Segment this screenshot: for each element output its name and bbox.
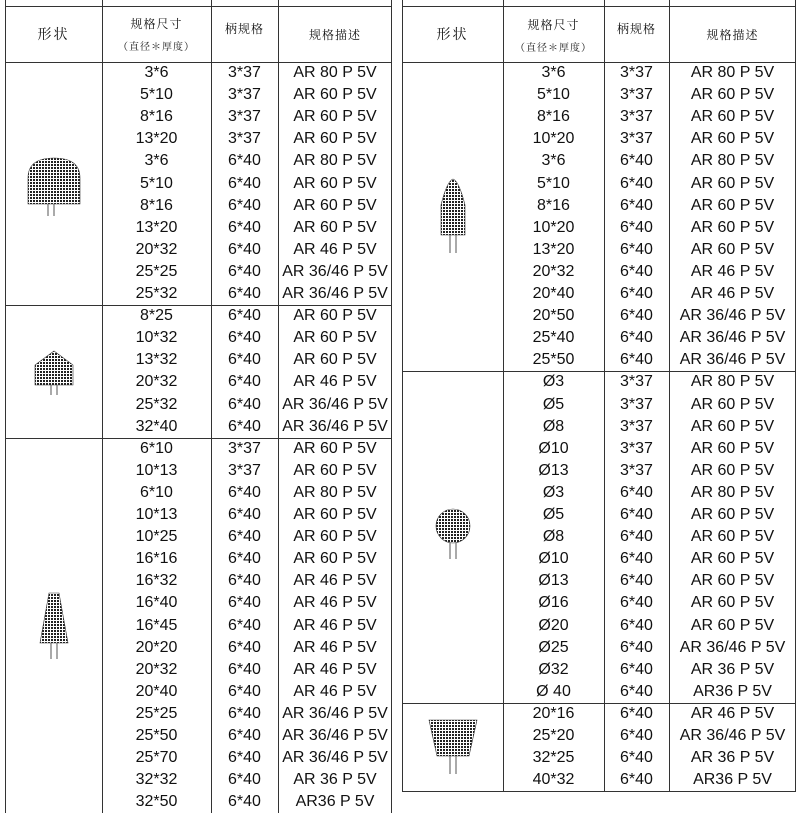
size-cell: 20*32	[135, 240, 178, 258]
shank-cell: 6*40	[228, 417, 261, 435]
column-rule	[402, 0, 403, 791]
shank-cell: 6*40	[620, 285, 653, 302]
size-cell: 5*10	[140, 86, 173, 104]
size-cell: Ø3	[542, 373, 565, 391]
right-table-header	[402, 6, 796, 62]
desc-cell: AR 46 P 5V	[293, 660, 377, 678]
shank-cell: 6*40	[620, 638, 653, 656]
shank-cell: 3*37	[228, 108, 261, 126]
shank-cell: 3*37	[620, 461, 653, 479]
left-table-header	[5, 6, 392, 62]
size-cell: 25*32	[135, 285, 178, 302]
shank-cell: 3*37	[620, 108, 653, 126]
desc-cell: AR 46 P 5V	[293, 572, 377, 590]
header-shape: 形状	[37, 27, 70, 43]
desc-cell: AR 36/46 P 5V	[282, 727, 388, 744]
size-cell: 20*16	[532, 704, 575, 722]
shank-cell: 6*40	[620, 307, 653, 325]
shank-cell: 6*40	[620, 771, 653, 789]
size-cell: 25*40	[532, 329, 575, 347]
desc-cell: AR36 P 5V	[693, 682, 772, 700]
shank-cell: 3*37	[228, 461, 261, 479]
size-cell: Ø3	[542, 483, 565, 501]
desc-cell: AR 60 P 5V	[293, 108, 377, 126]
desc-cell: AR 36/46 P 5V	[679, 638, 786, 656]
size-cell: 8*16	[140, 108, 173, 126]
desc-cell: AR 80 P 5V	[293, 152, 377, 170]
shank-cell: 6*40	[228, 262, 261, 280]
size-cell: 8*16	[140, 196, 173, 214]
table-top-rule	[402, 6, 796, 7]
desc-cell: AR 80 P 5V	[293, 483, 377, 501]
desc-cell: AR 36/46 P 5V	[679, 727, 786, 744]
shank-cell: 6*40	[228, 174, 261, 192]
shank-cell: 6*40	[228, 793, 261, 811]
size-cell: 3*6	[144, 152, 169, 170]
shank-cell: 3*37	[620, 417, 653, 435]
desc-cell: AR 60 P 5V	[293, 196, 377, 214]
size-cell: Ø5	[542, 506, 565, 523]
shank-cell: 6*40	[620, 704, 653, 722]
size-cell: 32*32	[135, 771, 178, 789]
size-cell: Ø10	[538, 550, 569, 568]
desc-cell: AR 60 P 5V	[690, 174, 775, 192]
size-cell: Ø10	[538, 439, 569, 457]
desc-cell: AR 60 P 5V	[690, 417, 775, 435]
desc-cell: AR 60 P 5V	[293, 351, 377, 369]
shank-cell: 6*40	[228, 285, 261, 302]
size-cell: Ø8	[542, 528, 565, 546]
desc-cell: AR 60 P 5V	[690, 550, 775, 568]
desc-cell: AR 46 P 5V	[293, 616, 377, 634]
desc-cell: AR 36/46 P 5V	[282, 285, 388, 302]
size-cell: 8*25	[140, 307, 173, 325]
shank-cell: 6*40	[228, 727, 261, 744]
desc-cell: AR 80 P 5V	[690, 64, 775, 81]
shank-cell: 6*40	[228, 528, 261, 546]
size-cell: Ø5	[542, 395, 565, 413]
size-cell: 40*32	[532, 771, 575, 789]
desc-cell: AR 60 P 5V	[690, 240, 775, 258]
shank-cell: 6*40	[620, 240, 653, 258]
desc-cell: AR 60 P 5V	[293, 550, 377, 568]
shank-cell: 3*37	[228, 439, 261, 457]
desc-cell: AR 36/46 P 5V	[282, 262, 388, 280]
shank-cell: 6*40	[620, 616, 653, 634]
shank-cell: 6*40	[228, 550, 261, 568]
desc-cell: AR 60 P 5V	[690, 461, 775, 479]
desc-cell: AR 60 P 5V	[690, 130, 775, 148]
shank-cell: 6*40	[228, 329, 261, 347]
shank-cell: 6*40	[228, 395, 261, 413]
shank-cell: 3*37	[620, 86, 653, 104]
desc-cell: AR 46 P 5V	[293, 240, 377, 258]
size-cell: 6*10	[140, 483, 173, 501]
size-cell: 20*32	[135, 373, 178, 391]
desc-cell: AR 60 P 5V	[690, 616, 775, 634]
header-size: 规格尺寸 （直径＊厚度）	[515, 18, 592, 54]
shank-cell: 6*40	[620, 506, 653, 523]
cone-icon	[36, 591, 72, 665]
desc-cell: AR 60 P 5V	[690, 506, 775, 523]
shank-cell: 3*37	[228, 64, 261, 81]
shank-cell: 6*40	[228, 638, 261, 656]
shank-cell: 6*40	[620, 660, 653, 678]
shank-cell: 6*40	[620, 727, 653, 744]
size-cell: Ø 40	[536, 682, 571, 700]
size-cell: 3*6	[541, 64, 566, 81]
size-cell: 13*32	[135, 351, 178, 369]
desc-cell: AR 36/46 P 5V	[679, 351, 786, 369]
size-cell: 20*32	[135, 660, 178, 678]
shank-cell: 6*40	[228, 749, 261, 767]
desc-cell: AR36 P 5V	[295, 793, 375, 811]
size-cell: 6*10	[140, 439, 173, 457]
size-cell: 25*50	[532, 351, 575, 369]
size-cell: 20*32	[532, 262, 575, 280]
shank-cell: 6*40	[228, 307, 261, 325]
column-rule	[5, 0, 6, 813]
shank-cell: 6*40	[620, 594, 653, 612]
size-cell: 5*10	[537, 86, 570, 104]
bullet-icon	[437, 177, 469, 261]
size-cell: 16*32	[135, 572, 178, 590]
desc-cell: AR 46 P 5V	[293, 682, 377, 700]
shank-cell: 6*40	[620, 351, 653, 369]
desc-cell: AR 60 P 5V	[293, 506, 377, 523]
size-cell: 25*50	[135, 727, 178, 744]
shank-cell: 6*40	[228, 218, 261, 236]
shank-cell: 6*40	[228, 572, 261, 590]
desc-cell: AR 46 P 5V	[293, 638, 377, 656]
desc-cell: AR 80 P 5V	[690, 483, 775, 501]
shank-cell: 6*40	[620, 152, 653, 170]
shank-cell: 3*37	[620, 439, 653, 457]
shank-cell: 3*37	[620, 373, 653, 391]
header-shank: 柄规格	[224, 22, 264, 36]
size-cell: 32*25	[532, 749, 575, 767]
desc-cell: AR 36/46 P 5V	[679, 329, 786, 347]
shank-cell: 6*40	[620, 550, 653, 568]
header-desc: 规格描述	[706, 27, 759, 42]
size-cell: 3*6	[541, 152, 566, 170]
shank-cell: 6*40	[228, 682, 261, 700]
shank-cell: 6*40	[228, 152, 261, 170]
size-cell: 32*40	[135, 417, 178, 435]
desc-cell: AR36 P 5V	[693, 771, 772, 789]
desc-cell: AR 36/46 P 5V	[282, 395, 388, 413]
size-cell: 10*32	[135, 329, 178, 347]
size-cell: 20*20	[135, 638, 178, 656]
size-cell: Ø13	[538, 572, 569, 590]
shank-cell: 6*40	[228, 373, 261, 391]
shank-cell: 6*40	[620, 572, 653, 590]
size-cell: 13*20	[135, 130, 178, 148]
size-cell: 16*16	[135, 550, 178, 568]
size-cell: 10*13	[135, 506, 178, 523]
size-cell: 25*20	[532, 727, 575, 744]
size-cell: 25*32	[135, 395, 178, 413]
ball-icon	[433, 507, 473, 571]
size-cell: 5*10	[537, 174, 570, 192]
shank-cell: 6*40	[620, 528, 653, 546]
desc-cell: AR 46 P 5V	[293, 594, 377, 612]
size-cell: 10*20	[532, 218, 575, 236]
size-cell: Ø20	[538, 616, 569, 634]
size-cell: 25*25	[135, 704, 178, 722]
desc-cell: AR 36 P 5V	[690, 749, 775, 767]
desc-cell: AR 36/46 P 5V	[282, 749, 388, 767]
desc-cell: AR 46 P 5V	[690, 285, 775, 302]
desc-cell: AR 60 P 5V	[690, 86, 775, 104]
size-cell: 32*50	[135, 793, 178, 811]
size-cell: 16*40	[135, 594, 178, 612]
desc-cell: AR 60 P 5V	[293, 86, 377, 104]
shank-cell: 6*40	[228, 660, 261, 678]
desc-cell: AR 60 P 5V	[690, 108, 775, 126]
shank-cell: 6*40	[620, 262, 653, 280]
shank-cell: 6*40	[228, 483, 261, 501]
size-cell: 25*25	[135, 262, 178, 280]
table-top-rule	[5, 6, 392, 7]
header-desc: 规格描述	[308, 27, 361, 42]
shank-cell: 6*40	[228, 771, 261, 789]
house-icon	[31, 347, 77, 399]
desc-cell: AR 80 P 5V	[690, 152, 775, 170]
size-cell: 13*20	[532, 240, 575, 258]
desc-cell: AR 60 P 5V	[293, 174, 377, 192]
shank-cell: 6*40	[228, 704, 261, 722]
shank-cell: 6*40	[620, 483, 653, 501]
shank-cell: 6*40	[228, 506, 261, 523]
shank-cell: 6*40	[228, 594, 261, 612]
desc-cell: AR 60 P 5V	[690, 196, 775, 214]
size-cell: 10*13	[135, 461, 178, 479]
desc-cell: AR 60 P 5V	[690, 395, 775, 413]
size-cell: Ø8	[542, 417, 565, 435]
desc-cell: AR 60 P 5V	[293, 528, 377, 546]
shank-cell: 6*40	[620, 682, 653, 700]
shank-cell: 6*40	[620, 749, 653, 767]
desc-cell: AR 60 P 5V	[690, 218, 775, 236]
desc-cell: AR 60 P 5V	[690, 594, 775, 612]
shank-cell: 6*40	[620, 218, 653, 236]
size-cell: 8*16	[537, 108, 570, 126]
shank-cell: 3*37	[228, 86, 261, 104]
desc-cell: AR 60 P 5V	[690, 572, 775, 590]
desc-cell: AR 80 P 5V	[293, 64, 377, 81]
shank-cell: 6*40	[620, 196, 653, 214]
shank-cell: 3*37	[228, 130, 261, 148]
size-cell: 5*10	[140, 174, 173, 192]
size-cell: 10*20	[532, 130, 575, 148]
desc-cell: AR 36 P 5V	[690, 660, 775, 678]
group-separator	[402, 791, 796, 792]
size-cell: Ø32	[538, 660, 569, 678]
desc-cell: AR 60 P 5V	[293, 307, 377, 325]
desc-cell: AR 60 P 5V	[690, 528, 775, 546]
shank-cell: 6*40	[620, 174, 653, 192]
shank-cell: 3*37	[620, 395, 653, 413]
inverted-cone-icon	[425, 716, 481, 782]
size-cell: 20*40	[532, 285, 575, 302]
desc-cell: AR 46 P 5V	[690, 704, 775, 722]
size-cell: 25*70	[135, 749, 178, 767]
size-cell: 13*20	[135, 218, 178, 236]
shank-cell: 3*37	[620, 64, 653, 81]
desc-cell: AR 60 P 5V	[293, 439, 377, 457]
desc-cell: AR 60 P 5V	[293, 130, 377, 148]
size-cell: 8*16	[537, 196, 570, 214]
shank-cell: 6*40	[620, 329, 653, 347]
size-cell: Ø16	[538, 594, 569, 612]
shank-cell: 6*40	[228, 616, 261, 634]
size-cell: 16*45	[135, 616, 178, 634]
desc-cell: AR 46 P 5V	[690, 262, 775, 280]
header-shank: 柄规格	[616, 22, 656, 36]
header-size: 规格尺寸 （直径＊厚度）	[118, 17, 195, 53]
desc-cell: AR 36/46 P 5V	[679, 307, 786, 325]
shank-cell: 6*40	[228, 351, 261, 369]
desc-cell: AR 36/46 P 5V	[282, 704, 388, 722]
shank-cell: 6*40	[228, 196, 261, 214]
shank-cell: 6*40	[228, 240, 261, 258]
size-cell: 20*50	[532, 307, 575, 325]
shank-cell: 3*37	[620, 130, 653, 148]
desc-cell: AR 36 P 5V	[293, 771, 377, 789]
size-cell: Ø25	[538, 638, 569, 656]
desc-cell: AR 46 P 5V	[293, 373, 377, 391]
desc-cell: AR 36/46 P 5V	[282, 417, 388, 435]
desc-cell: AR 60 P 5V	[293, 218, 377, 236]
size-cell: Ø13	[538, 461, 569, 479]
desc-cell: AR 60 P 5V	[293, 461, 377, 479]
size-cell: 3*6	[144, 64, 169, 81]
desc-cell: AR 80 P 5V	[690, 373, 775, 391]
size-cell: 10*25	[135, 528, 178, 546]
size-cell: 20*40	[135, 682, 178, 700]
desc-cell: AR 60 P 5V	[690, 439, 775, 457]
dome-icon	[24, 152, 84, 220]
header-shape: 形状	[436, 27, 469, 43]
desc-cell: AR 60 P 5V	[293, 329, 377, 347]
